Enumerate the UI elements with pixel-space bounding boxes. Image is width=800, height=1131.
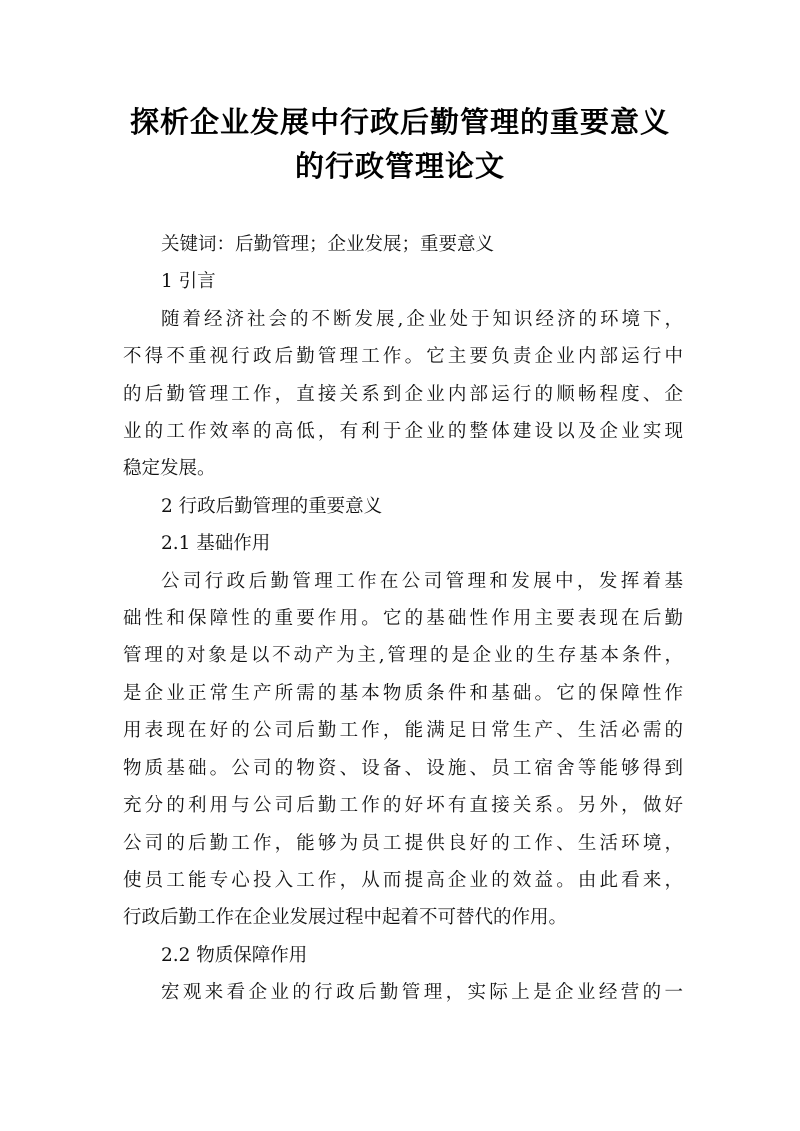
document-title-line-1: 探析企业发展中行政后勤管理的重要意义 [129,105,670,139]
subsection-heading-2-2: 2.2 物质保障作用 [161,944,308,966]
paragraph-line: 行政后勤工作在企业发展过程中起着不可替代的作用。 [123,907,568,929]
paragraph-line: 用表现在好的公司后勤工作，能满足日常生产、生活必需的 [123,720,683,742]
paragraph-line: 稳定发展。 [123,458,216,480]
document-title-line-2: 的行政管理论文 [294,149,505,183]
paragraph-line: 充分的利用与公司后勤工作的好坏有直接关系。另外，做好 [123,795,683,817]
keywords: 关键词：后勤管理；企业发展；重要意义 [161,234,495,255]
paragraph-line: 宏观来看企业的行政后勤管理，实际上是企业经营的一 [161,982,683,1004]
paragraph-line: 物质基础。公司的物资、设备、设施、员工宿舍等能够得到 [123,757,683,779]
subsection-heading-2-1: 2.1 基础作用 [161,533,271,555]
section-heading-1: 1 引言 [161,271,216,293]
paragraph-line: 使员工能专心投入工作，从而提高企业的效益。由此看来， [123,869,683,891]
document-body [123,226,683,1012]
paragraph-line: 管理的对象是以不动产为主,管理的是企业的生存基本条件， [123,645,683,667]
section-heading-2: 2 行政后勤管理的重要意义 [161,495,383,517]
paragraph-line: 公司行政后勤管理工作在公司管理和发展中，发挥着基 [161,570,683,592]
paragraph-line: 不得不重视行政后勤管理工作。它主要负责企业内部运行中 [123,346,683,368]
paragraph-line: 是企业正常生产所需的基本物质条件和基础。它的保障性作 [123,682,683,704]
paragraph-line: 公司的后勤工作，能够为员工提供良好的工作、生活环境， [123,832,683,854]
paragraph-line: 随着经济社会的不断发展,企业处于知识经济的环境下， [161,308,683,330]
paragraph-line: 业的工作效率的高低，有利于企业的整体建设以及企业实现 [123,421,683,443]
paragraph-line: 础性和保障性的重要作用。它的基础性作用主要表现在后勤 [123,608,683,630]
paragraph-line: 的后勤管理工作，直接关系到企业内部运行的顺畅程度、企 [123,383,683,405]
